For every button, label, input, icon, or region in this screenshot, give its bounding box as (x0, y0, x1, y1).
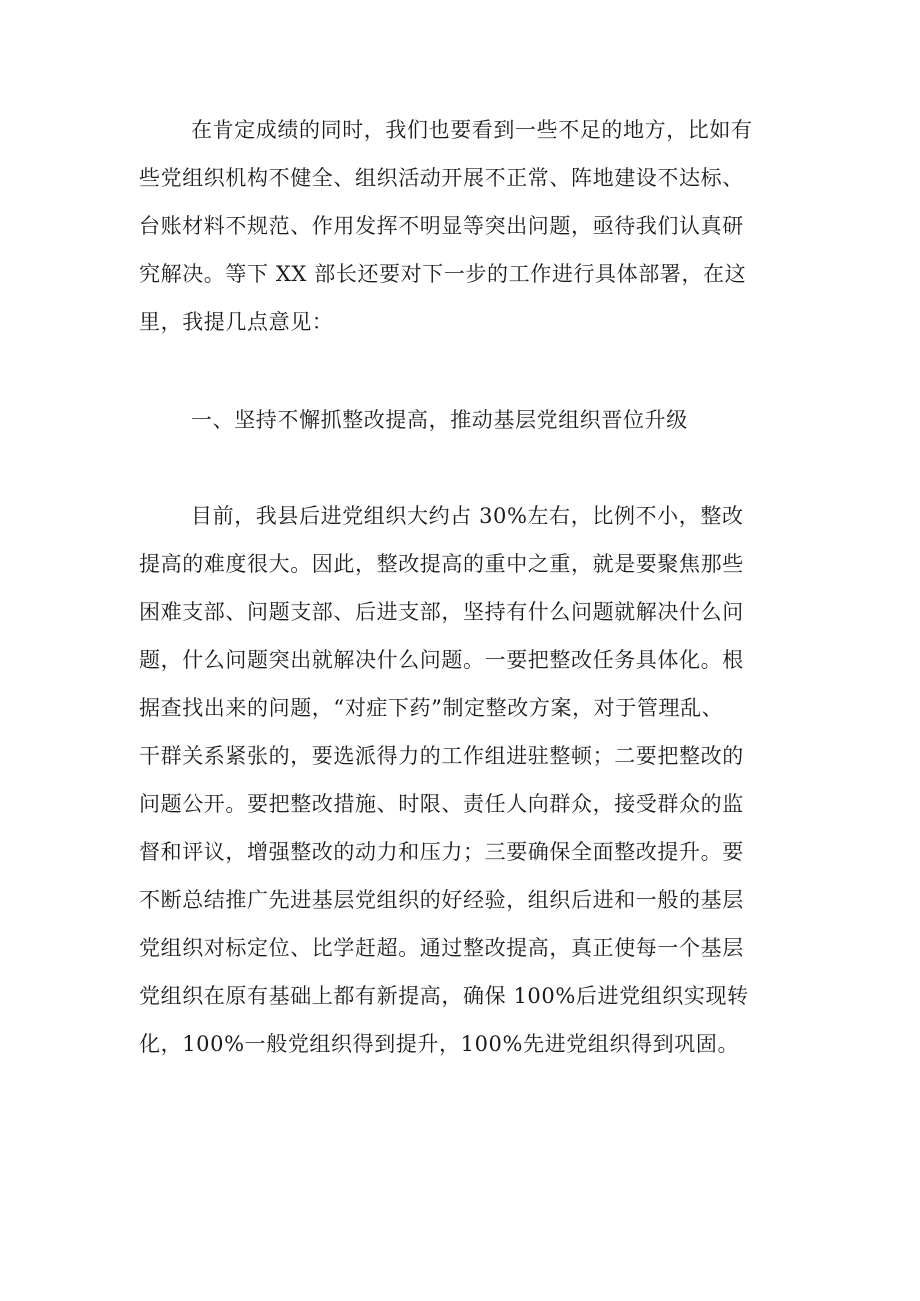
paragraph-line: 督和评议，增强整改的动力和压力；三要确保全面整改提升。要 (139, 840, 744, 864)
paragraph-line: 些党组织机构不健全、组织活动开展不正常、阵地建设不达标、 (139, 166, 744, 190)
paragraph-line: 不断总结推广先进基层党组织的好经验，组织后进和一般的基层 (139, 888, 744, 912)
paragraph-line: 在肯定成绩的同时，我们也要看到一些不足的地方，比如有 (191, 118, 753, 142)
paragraph-line: 里，我提几点意见： (139, 310, 334, 334)
paragraph-line: 题，什么问题突出就解决什么问题。一要把整改任务具体化。根 (139, 648, 744, 672)
section-heading: 一、坚持不懈抓整改提高，推动基层党组织晋位升级 (191, 408, 688, 432)
paragraph-line: 台账材料不规范、作用发挥不明显等突出问题，亟待我们认真研 (139, 214, 744, 238)
paragraph-line: 问题公开。要把整改措施、时限、责任人向群众，接受群众的监 (139, 792, 744, 816)
paragraph-line: 究解决。等下 XX 部长还要对下一步的工作进行具体部署，在这 (139, 262, 747, 286)
paragraph-line: 据查找出来的问题，“对症下药”制定整改方案，对于管理乱、 (139, 696, 724, 720)
paragraph-line: 化，100%一般党组织得到提升，100%先进党组织得到巩固。 (139, 1032, 740, 1056)
paragraph-line: 干群关系紧张的，要选派得力的工作组进驻整顿；二要把整改的 (139, 744, 744, 768)
paragraph-line: 党组织在原有基础上都有新提高，确保 100%后进党组织实现转 (139, 984, 749, 1008)
paragraph-line: 目前，我县后进党组织大约占 30%左右，比例不小，整改 (191, 504, 744, 528)
paragraph-line: 困难支部、问题支部、后进支部，坚持有什么问题就解决什么问 (139, 600, 744, 624)
paragraph-line: 提高的难度很大。因此，整改提高的重中之重，就是要聚焦那些 (139, 552, 744, 576)
paragraph-line: 党组织对标定位、比学赶超。通过整改提高，真正使每一个基层 (139, 936, 744, 960)
